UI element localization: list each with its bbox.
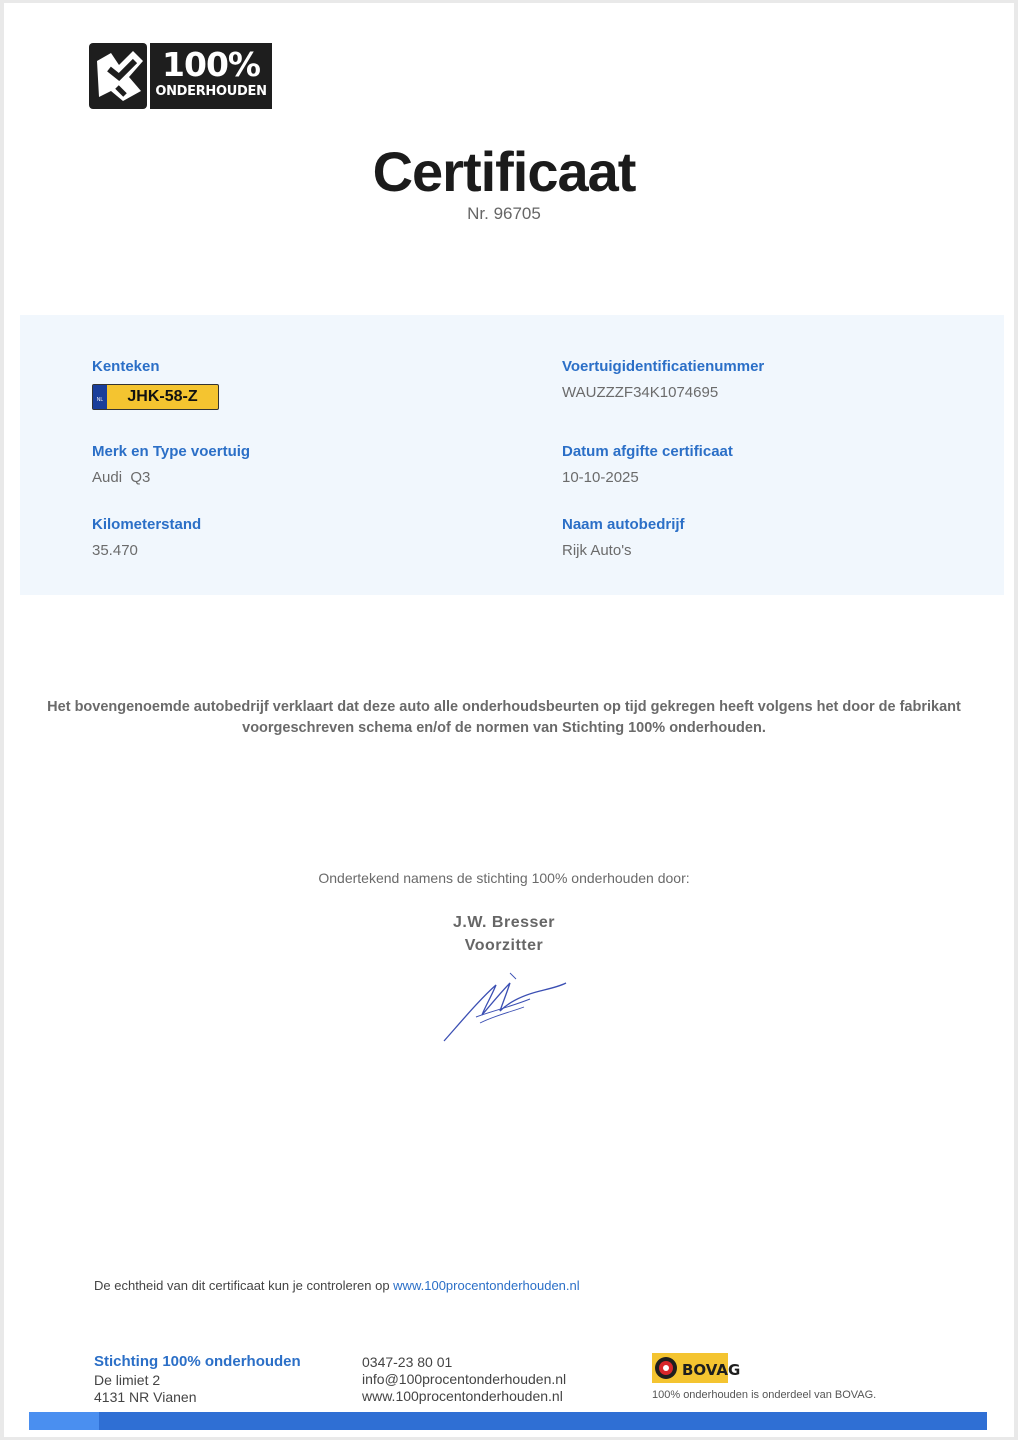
plate-country-badge: NL [93, 385, 107, 409]
verification-note [94, 1278, 580, 1293]
merk-label: Merk en Type voertuig [92, 443, 251, 460]
footer-city: 4131 NR Vianen [94, 1389, 197, 1405]
statement-text [34, 697, 974, 739]
vin-value: WAUZZZF34K1074695 [562, 384, 719, 401]
logo-wordmark: ONDERHOUDEN [155, 84, 267, 99]
logo-percentage: 100% [162, 45, 260, 84]
datum-label: Datum afgifte certificaat [562, 443, 733, 460]
merk-value: Audi Q3 [92, 469, 151, 486]
bovag-logo-text: BOVAG [682, 1361, 741, 1379]
footer-email[interactable]: info@100procentonderhouden.nl [362, 1371, 567, 1387]
footer-street: De limiet 2 [94, 1372, 161, 1388]
page-scroll-progress [29, 1412, 99, 1430]
km-label: Kilometerstand [92, 516, 202, 533]
statement-line-1: Het bovengenoemde autobedrijf verklaart dat deze auto alle onderhoudsbeurten op tijd gekregen heeft volgens het door de fabrikant [47, 699, 961, 715]
page-title: Certificaat [372, 140, 636, 203]
bedrijf-value: Rijk Auto's [562, 542, 632, 559]
signer-name: J.W. Bresser [452, 914, 556, 931]
bovag-logo [652, 1353, 741, 1388]
datum-value: 10-10-2025 [562, 469, 639, 486]
certificate-page [4, 3, 1014, 1437]
logo [89, 43, 272, 109]
vehicle-info-panel [20, 315, 1004, 595]
signed-by-text: Ondertekend namens de stichting 100% onderhouden door: [318, 870, 690, 886]
footer-website[interactable]: www.100procentonderhouden.nl [362, 1388, 563, 1404]
km-value: 35.470 [92, 542, 138, 559]
license-plate [92, 384, 219, 410]
vin-label: Voertuigidentificatienummer [562, 358, 765, 375]
page-scroll-bar[interactable] [29, 1412, 987, 1430]
bedrijf-label: Naam autobedrijf [562, 516, 685, 533]
verification-text: De echtheid van dit certificaat kun je controleren op [94, 1278, 394, 1293]
license-plate-value: JHK-58-Z [127, 388, 198, 405]
signature-image [440, 965, 570, 1050]
bovag-caption: 100% onderhouden is onderdeel van BOVAG. [652, 1389, 877, 1401]
footer-org-name: Stichting 100% onderhouden [94, 1353, 301, 1370]
kenteken-label: Kenteken [92, 358, 160, 375]
verification-link[interactable]: www.100procentonderhouden.nl [393, 1278, 580, 1293]
certificate-number: Nr. 96705 [467, 204, 541, 223]
statement-line-2: voorgeschreven schema en/of de normen van Stichting 100% onderhouden. [242, 720, 766, 736]
footer-phone: 0347-23 80 01 [362, 1354, 453, 1370]
signer-role: Voorzitter [464, 937, 544, 954]
